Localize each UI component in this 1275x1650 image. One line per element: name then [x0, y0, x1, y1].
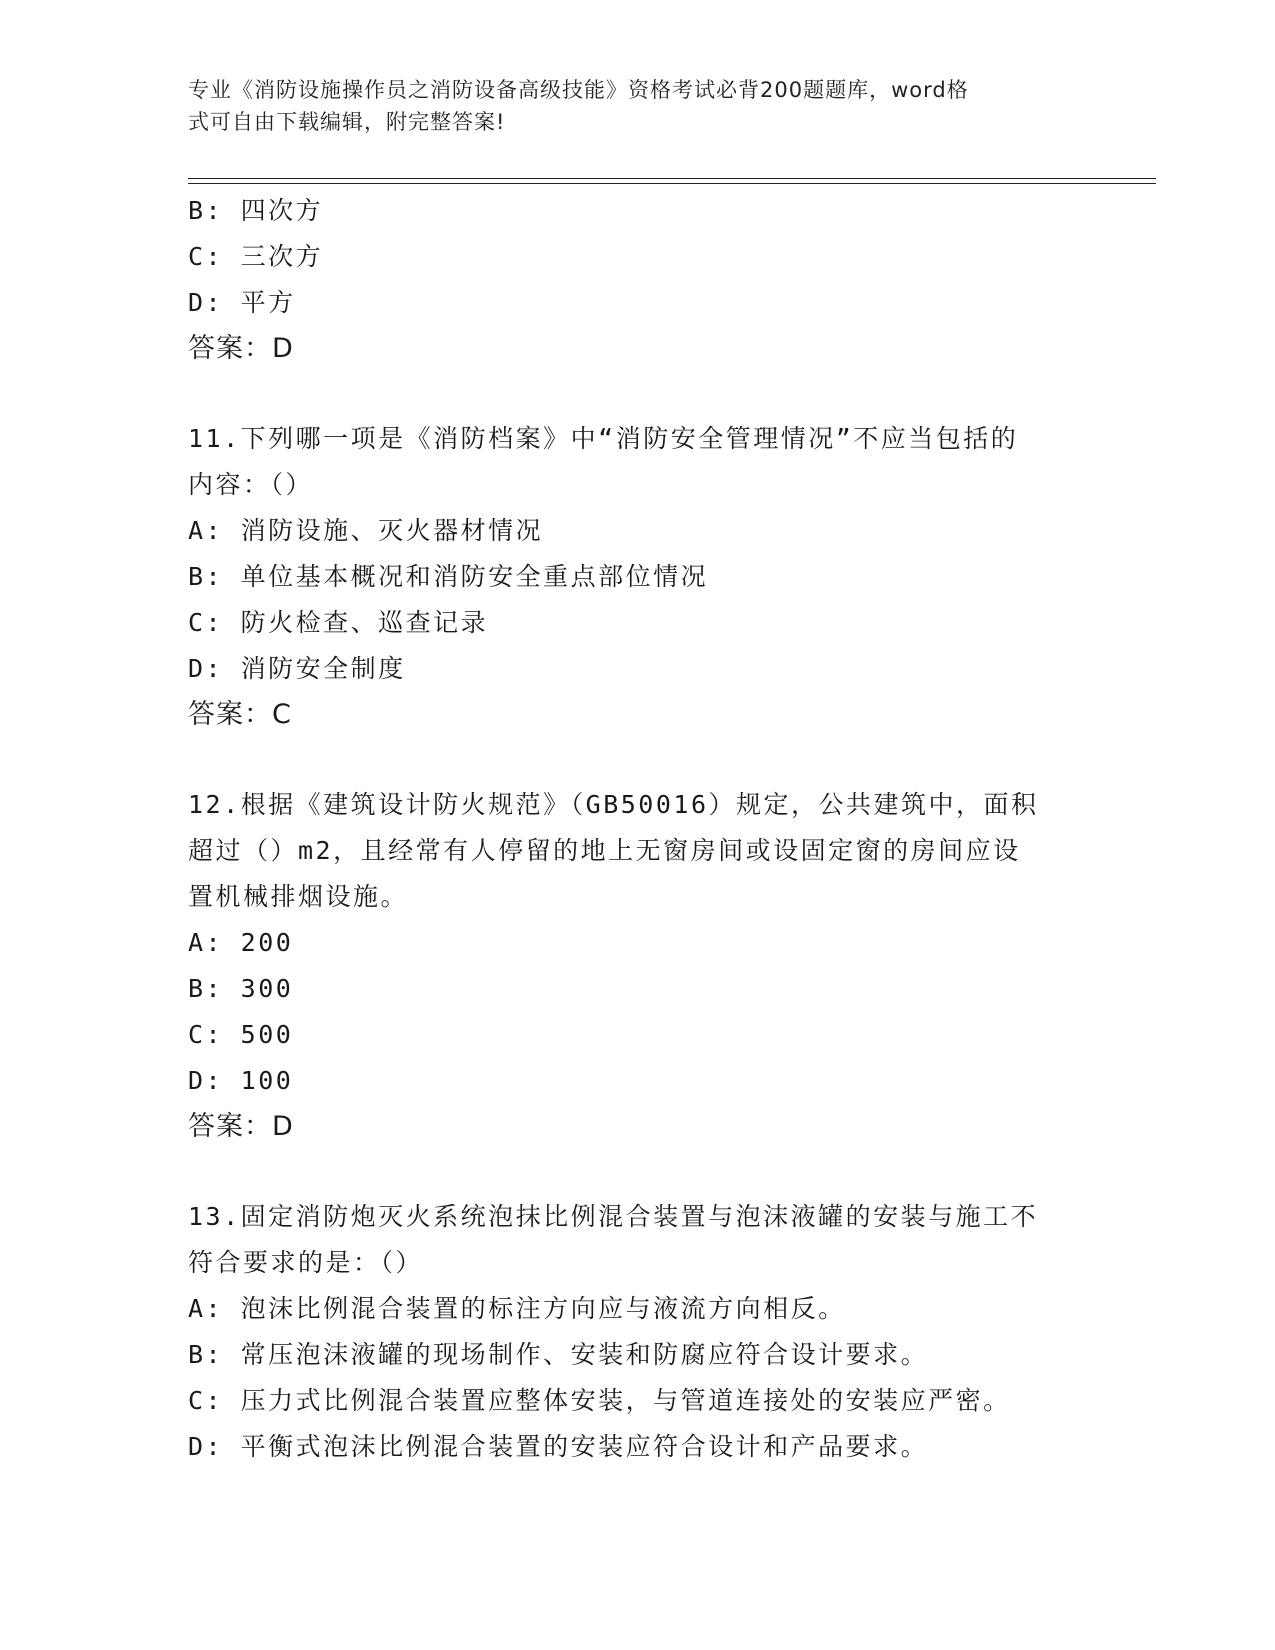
option-d: D: 平衡式泡沫比例混合装置的安装应符合设计和产品要求。 [188, 1432, 929, 1461]
question-stem-line: 11.下列哪一项是《消防档案》中“消防安全管理情况”不应当包括的 [188, 424, 1019, 453]
header-divider-top [188, 178, 1156, 179]
answer-line: 答案：D [188, 1111, 294, 1142]
header-line-1: 专业《消防设施操作员之消防设备高级技能》资格考试必背200题题库，word格 [188, 78, 969, 102]
answer-line: 答案：C [188, 699, 292, 730]
question-11 [188, 416, 1088, 738]
question-list [188, 188, 1088, 1470]
answer-line: 答案：D [188, 333, 294, 364]
question-stem-line: 符合要求的是：（） [188, 1248, 424, 1277]
question-stem-line: 置机械排烟设施。 [188, 882, 409, 911]
option-a: A: 200 [188, 928, 294, 957]
question-stem-line: 13.固定消防炮灭火系统泡抹比例混合装置与泡沫液罐的安装与施工不 [188, 1202, 1039, 1231]
option-d: D: 消防安全制度 [188, 654, 406, 683]
document-header [188, 74, 1068, 138]
spacer [188, 372, 1088, 416]
option-c: C: 500 [188, 1020, 294, 1049]
option-d: D: 100 [188, 1066, 294, 1095]
option-b: B: 300 [188, 974, 294, 1003]
question-12 [188, 782, 1088, 1150]
spacer [188, 738, 1088, 782]
header-line-2: 式可自由下载编辑，附完整答案! [188, 110, 506, 134]
question-partial [188, 188, 1088, 372]
question-stem-line: 12.根据《建筑设计防火规范》（GB50016）规定，公共建筑中，面积 [188, 790, 1039, 819]
option-c: C: 防火检查、巡查记录 [188, 608, 489, 637]
option-b: B: 常压泡沫液罐的现场制作、安装和防腐应符合设计要求。 [188, 1340, 929, 1369]
option-c: C: 压力式比例混合装置应整体安装，与管道连接处的安装应严密。 [188, 1386, 1011, 1415]
option-a: A: 泡沫比例混合装置的标注方向应与液流方向相反。 [188, 1294, 846, 1323]
option-c: C: 三次方 [188, 242, 324, 271]
spacer [188, 1150, 1088, 1194]
option-a: A: 消防设施、灭火器材情况 [188, 516, 544, 545]
question-stem-line: 超过（）m2，且经常有人停留的地上无窗房间或设固定窗的房间应设 [188, 836, 1021, 865]
option-b: B: 单位基本概况和消防安全重点部位情况 [188, 562, 709, 591]
header-divider-bottom [188, 183, 1156, 184]
option-d: D: 平方 [188, 288, 296, 317]
option-b: B: 四次方 [188, 196, 324, 225]
question-stem-line: 内容：（） [188, 470, 314, 499]
question-13 [188, 1194, 1088, 1470]
